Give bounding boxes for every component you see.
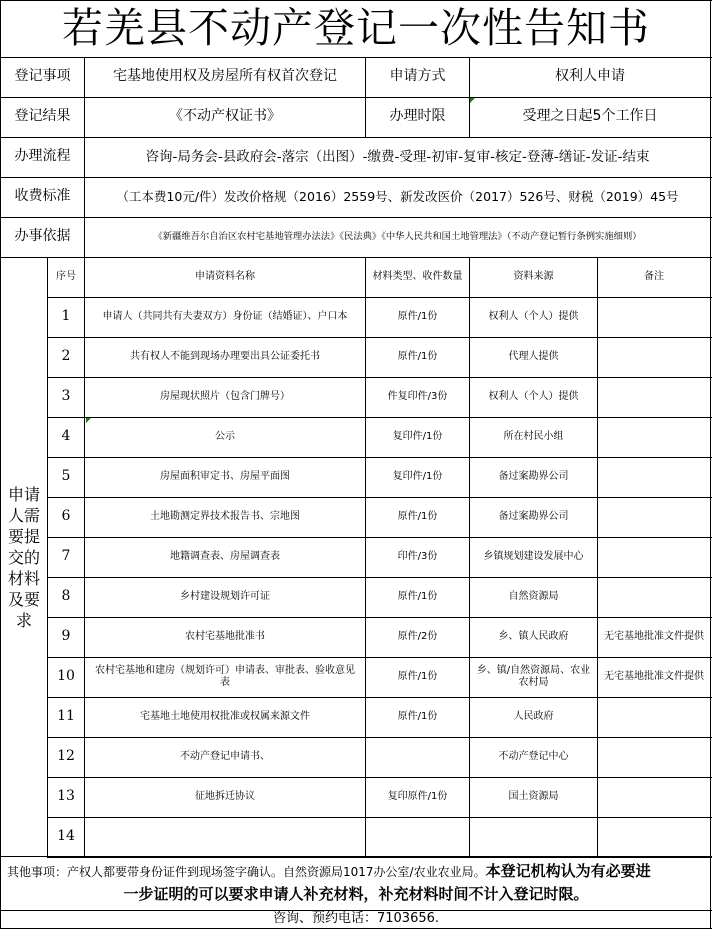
reg-item-label: 登记事项 xyxy=(14,68,71,85)
header-name: 申请资料名称 xyxy=(195,270,255,282)
row-note xyxy=(598,497,710,537)
grid-line xyxy=(47,297,712,298)
grid-line xyxy=(0,856,712,857)
row-seq: 10 xyxy=(57,668,75,685)
row-material-name: 房屋现状照片（包含门牌号） xyxy=(160,390,290,402)
other-notes xyxy=(1,860,711,910)
row-material-source: 权利人（个人）提供 xyxy=(488,310,579,322)
row-seq: 9 xyxy=(61,628,71,645)
grid-line xyxy=(0,217,712,218)
grid-line xyxy=(0,0,712,1)
row-material-type: 原件/1份 xyxy=(397,590,438,602)
row-material-type: 原件/1份 xyxy=(397,670,438,682)
grid-line xyxy=(469,57,470,137)
row-seq: 14 xyxy=(57,828,75,845)
row-material-source: 权利人（个人）提供 xyxy=(488,390,579,402)
row-seq: 11 xyxy=(57,708,75,725)
header-note: 备注 xyxy=(644,270,664,282)
grid-line xyxy=(47,457,712,458)
row-material-type: 原件/2份 xyxy=(397,630,438,642)
header-source: 资料来源 xyxy=(513,270,554,282)
row-material-name: 农村宅基地批准书 xyxy=(185,630,265,642)
row-seq: 5 xyxy=(61,468,71,485)
row-material-name: 房屋面积审定书、房屋平面图 xyxy=(160,470,290,482)
apply-method-label: 申请方式 xyxy=(389,68,446,85)
row-material-name: 征地拆迁协议 xyxy=(195,790,255,802)
grid-line xyxy=(47,537,712,538)
grid-line xyxy=(0,257,712,258)
row-material-name: 农村宅基地和建房（规划许可）申请表、审批表、验收意见表 xyxy=(95,664,355,688)
reg-result-value: 《不动产权证书》 xyxy=(169,108,281,125)
row-material-source: 备过案勘界公司 xyxy=(498,510,569,522)
row-material-name: 地籍调查表、房屋调查表 xyxy=(170,550,280,562)
notes-bold-part2: 一步证明的可以要求申请人补充材料，补充材料时间不计入登记时限。 xyxy=(123,885,589,903)
row-note: 无宅基地批准文件提供 xyxy=(604,670,704,682)
grid-line xyxy=(84,257,85,857)
grid-line xyxy=(365,257,366,857)
row-seq: 1 xyxy=(61,308,71,325)
grid-line xyxy=(47,777,712,778)
grid-line xyxy=(47,857,712,858)
row-material-source: 乡镇规划建设发展中心 xyxy=(483,550,584,562)
comment-marker-icon xyxy=(86,418,91,423)
time-limit-label: 办理时限 xyxy=(389,108,446,125)
process-label: 办理流程 xyxy=(14,148,71,165)
grid-line xyxy=(84,57,85,257)
row-seq: 2 xyxy=(61,348,71,365)
row-note xyxy=(598,377,710,417)
row-note xyxy=(598,577,710,617)
comment-marker-icon xyxy=(470,98,475,103)
row-note: 无宅基地批准文件提供 xyxy=(604,630,704,642)
grid-line xyxy=(47,697,712,698)
row-seq: 8 xyxy=(61,588,71,605)
row-seq: 13 xyxy=(57,788,75,805)
row-material-source: 代理人提供 xyxy=(508,350,559,362)
row-material-name: 公示 xyxy=(215,430,235,442)
apply-method-value: 权利人申请 xyxy=(555,68,625,85)
row-material-source: 人民政府 xyxy=(513,710,554,722)
row-material-type: 件复印件/3份 xyxy=(387,390,448,402)
header-type: 材料类型、收件数量 xyxy=(372,270,463,282)
row-seq: 7 xyxy=(61,548,71,565)
materials-side-label: 申请人需要提交的材料及要求 xyxy=(7,484,40,630)
grid-line xyxy=(710,0,711,929)
row-seq: 3 xyxy=(61,388,71,405)
grid-line xyxy=(0,177,712,178)
notes-normal: 其他事项：产权人都要带身份证件到现场签字确认。自然资源局1017办公室/农业农业局。 xyxy=(7,865,486,879)
row-material-type: 印件/3份 xyxy=(397,550,438,562)
grid-line xyxy=(0,97,712,98)
row-material-source: 自然资源局 xyxy=(508,590,559,602)
fee-value: （工本费10元/件）发改价格规（2016）2559号、新发改医价（2017）526号、财税（2019）45号 xyxy=(116,189,679,205)
row-material-name: 土地勘测定界技术报告书、宗地图 xyxy=(150,510,300,522)
row-material-source: 乡、镇/自然资源局、农业农村局 xyxy=(476,664,591,688)
row-material-source: 国土资源局 xyxy=(508,790,559,802)
grid-line xyxy=(597,257,598,857)
grid-line xyxy=(0,57,712,58)
row-note xyxy=(598,337,710,377)
page-title: 若羌县不动产登记一次性告知书 xyxy=(62,4,650,53)
row-material-name: 乡村建设规划许可证 xyxy=(180,590,270,602)
row-note xyxy=(598,697,710,737)
grid-line xyxy=(47,817,712,818)
row-material-name: 不动产登记申请书、 xyxy=(180,750,270,762)
row-material-name xyxy=(85,817,365,857)
grid-line xyxy=(47,577,712,578)
grid-line xyxy=(469,257,470,857)
grid-line xyxy=(47,257,48,857)
row-note xyxy=(598,777,710,817)
grid-line xyxy=(47,617,712,618)
header-seq: 序号 xyxy=(56,270,76,282)
row-note xyxy=(598,537,710,577)
row-material-type: 原件/1份 xyxy=(397,510,438,522)
row-note xyxy=(598,417,710,457)
contact-phone: 咨询、预约电话：7103656. xyxy=(272,910,440,926)
grid-line xyxy=(0,0,1,929)
fee-label: 收费标准 xyxy=(14,188,71,205)
notes-bold-part1: 本登记机构认为有必要进 xyxy=(485,862,651,880)
grid-line xyxy=(47,737,712,738)
reg-item-value: 宅基地使用权及房屋所有权首次登记 xyxy=(113,68,337,85)
row-material-type: 复印原件/1份 xyxy=(387,790,448,802)
row-seq: 12 xyxy=(57,748,75,765)
grid-line xyxy=(365,57,366,137)
row-material-source: 所在村民小组 xyxy=(503,430,564,442)
row-material-name: 申请人（共同共有夫妻双方）身份证（结婚证）、户口本 xyxy=(102,310,348,322)
time-limit-value: 受理之日起5个工作日 xyxy=(522,108,658,125)
row-material-type: 复印件/1份 xyxy=(392,470,443,482)
basis-value: 《新疆维吾尔自治区农村宅基地管理办法法》《民法典》《中华人民共和国土地管理法》（不动产登记暂行条例实施细则） xyxy=(153,231,642,243)
row-material-name: 共有权人不能到现场办理要出具公证委托书 xyxy=(130,350,320,362)
grid-line xyxy=(0,910,712,911)
row-material-source: 乡、镇人民政府 xyxy=(498,630,569,642)
row-material-type xyxy=(366,817,469,857)
row-material-type xyxy=(366,737,469,777)
row-seq: 4 xyxy=(61,428,71,445)
row-note xyxy=(598,297,710,337)
row-material-type: 原件/1份 xyxy=(397,350,438,362)
grid-line xyxy=(47,497,712,498)
row-material-source: 不动产登记中心 xyxy=(498,750,569,762)
row-material-name: 宅基地土地使用权批准或权属来源文件 xyxy=(140,710,310,722)
row-material-type: 复印件/1份 xyxy=(392,430,443,442)
grid-line xyxy=(47,377,712,378)
row-material-type: 原件/1份 xyxy=(397,710,438,722)
row-note xyxy=(598,817,710,857)
grid-line xyxy=(47,417,712,418)
row-seq: 6 xyxy=(61,508,71,525)
row-note xyxy=(598,457,710,497)
grid-line xyxy=(0,137,712,138)
row-material-type: 原件/1份 xyxy=(397,310,438,322)
row-note xyxy=(598,737,710,777)
process-value: 咨询-局务会-县政府会-落宗（出图）-缴费-受理-初审-复审-核定-登薄-缮证-发证-结束 xyxy=(145,148,650,165)
row-material-source xyxy=(470,817,597,857)
grid-line xyxy=(47,337,712,338)
basis-label: 办事依据 xyxy=(14,228,71,245)
grid-line xyxy=(47,657,712,658)
reg-result-label: 登记结果 xyxy=(14,108,71,125)
row-material-source: 备过案勘界公司 xyxy=(498,470,569,482)
